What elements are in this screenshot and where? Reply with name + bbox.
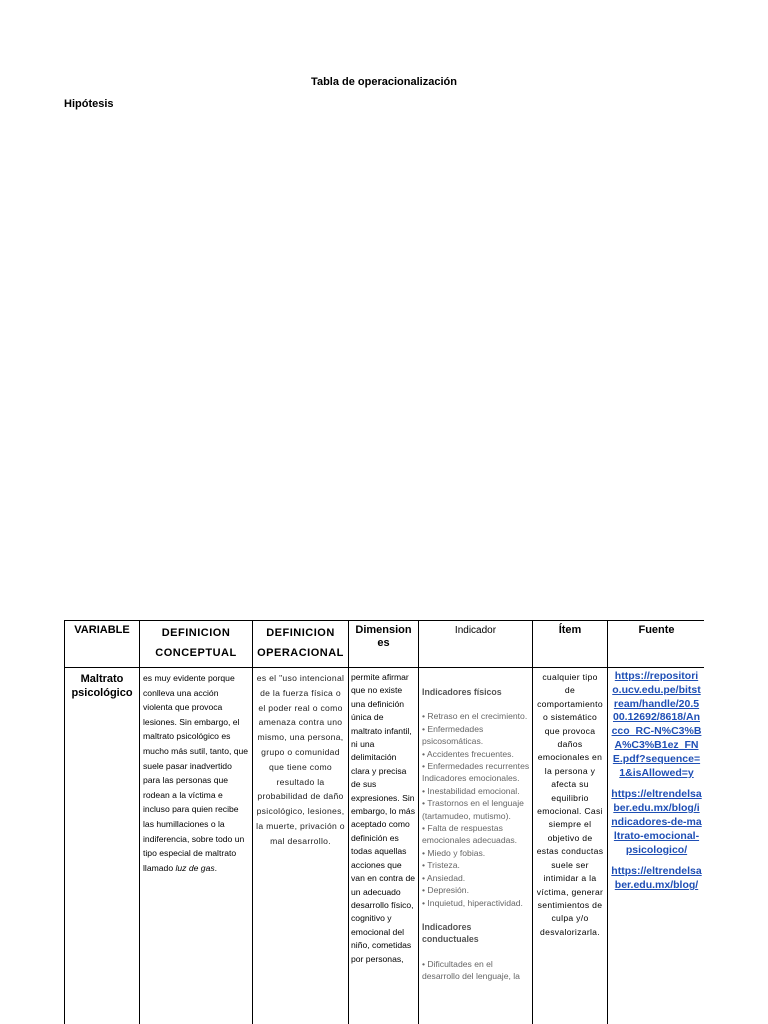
cell-operational: es el "uso intencional de la fuerza física o el poder real o como amenaza contra uno mismo, una persona, grupo o comunidad que tiene como resultado la probabilidad de daño psicológico, lesiones, la muerte, privación o mal desarrollo. — [253, 668, 349, 1024]
indicator-item: • Depresión. — [422, 885, 469, 896]
indicator-item: • Miedo y fobias. — [422, 847, 486, 858]
indicator-item: • Falta de respuestas emocionales adecuadas. — [422, 823, 518, 846]
indicator-item: • Inquietud, hiperactividad. — [422, 897, 523, 908]
page-title: Tabla de operacionalización — [311, 76, 457, 88]
cell-source — [608, 668, 705, 1024]
indicator-item: • Enfermedades recurrentes Indicadores emocionales. — [422, 761, 530, 784]
indicator-item: • Tristeza. — [422, 860, 460, 871]
indicator-item: • Trastornos en el lenguaje (tartamudeo, mutismo). — [422, 798, 524, 821]
header-conceptual: DEFINICION CONCEPTUAL — [140, 621, 253, 668]
header-item: Ítem — [533, 621, 608, 668]
indicator-item: • Dificultades en el desarrollo del lenguaje, la — [422, 958, 520, 982]
table-row — [65, 668, 705, 1024]
header-variable: VARIABLE — [65, 621, 140, 668]
header-source: Fuente — [608, 621, 705, 668]
cell-conceptual — [140, 668, 253, 1024]
indicator-item: • Retraso en el crecimiento. — [422, 711, 528, 722]
indicator-section-physical: Indicadores físicos — [422, 687, 502, 697]
source-link[interactable]: https://eltrendelsaber.edu.mx/blog/indicadores-de-maltrato-emocional-psicologico/ — [611, 788, 702, 856]
cell-item: cualquier tipo de comportamiento o sistemático que provoca daños emocionales en la persona y afecta su equilibrio emocional. Casi siempre el objetivo de estas conductas suele ser intimidar a la víctima, generar sentimientos de culpa y/o desvalorizarla. — [533, 668, 608, 1024]
cell-dimensions: permite afirmar que no existe una definición única de maltrato infantil, ni una delimitación clara y precisa de sus expresiones. Sin embargo, lo más aceptado como definición es todas aquellas acciones que van en contra de un adecuado desarrollo físico, cognitivo y emocional del niño, cometidas por personas, — [349, 668, 419, 1024]
conceptual-end: . — [214, 862, 218, 873]
header-indicator: Indicador — [419, 621, 533, 668]
header-dimensions: Dimension es — [349, 621, 419, 668]
indicator-item: • Accidentes frecuentes. — [422, 748, 514, 759]
cell-variable: Maltrato psicológico — [65, 668, 140, 1024]
hypothesis-label: Hipótesis — [64, 98, 114, 110]
indicator-item: • Ansiedad. — [422, 872, 466, 883]
indicator-list-behavioral — [422, 958, 530, 983]
indicator-item: • Inestabilidad emocional. — [422, 785, 520, 796]
operationalization-table-wrapper — [64, 620, 704, 1024]
header-operational: DEFINICION OPERACIONAL — [253, 621, 349, 668]
table-header-row — [65, 621, 705, 668]
indicator-item: • Enfermedades psicosomáticas. — [422, 723, 484, 747]
indicator-list-physical — [422, 710, 530, 909]
conceptual-italic-term: luz de gas — [175, 862, 215, 873]
operationalization-table — [64, 620, 704, 1024]
source-link[interactable]: https://repositorio.ucv.edu.pe/bitstream/handle/20.500.12692/8618/Ancco_RC-N%C3%BA%C3%B1ez_FNE.pdf?sequence=1&isAllowed=y — [611, 670, 702, 779]
cell-indicator — [419, 668, 533, 1024]
indicator-section-behavioral: Indicadores conductuales — [422, 921, 479, 945]
source-link[interactable]: https://eltrendelsaber.edu.mx/blog/ — [611, 865, 702, 892]
conceptual-text: es muy evidente porque conlleva una acción violenta que provoca lesiones. Sin embargo, el maltrato psicológico es mucho más sutil, tanto, que suele pasar inadvertido para las personas que rodean a la víctima e incluso para quien recibe las humillaciones o la indiferencia, sobre todo un tipo especial de maltrato llamado — [143, 673, 249, 873]
